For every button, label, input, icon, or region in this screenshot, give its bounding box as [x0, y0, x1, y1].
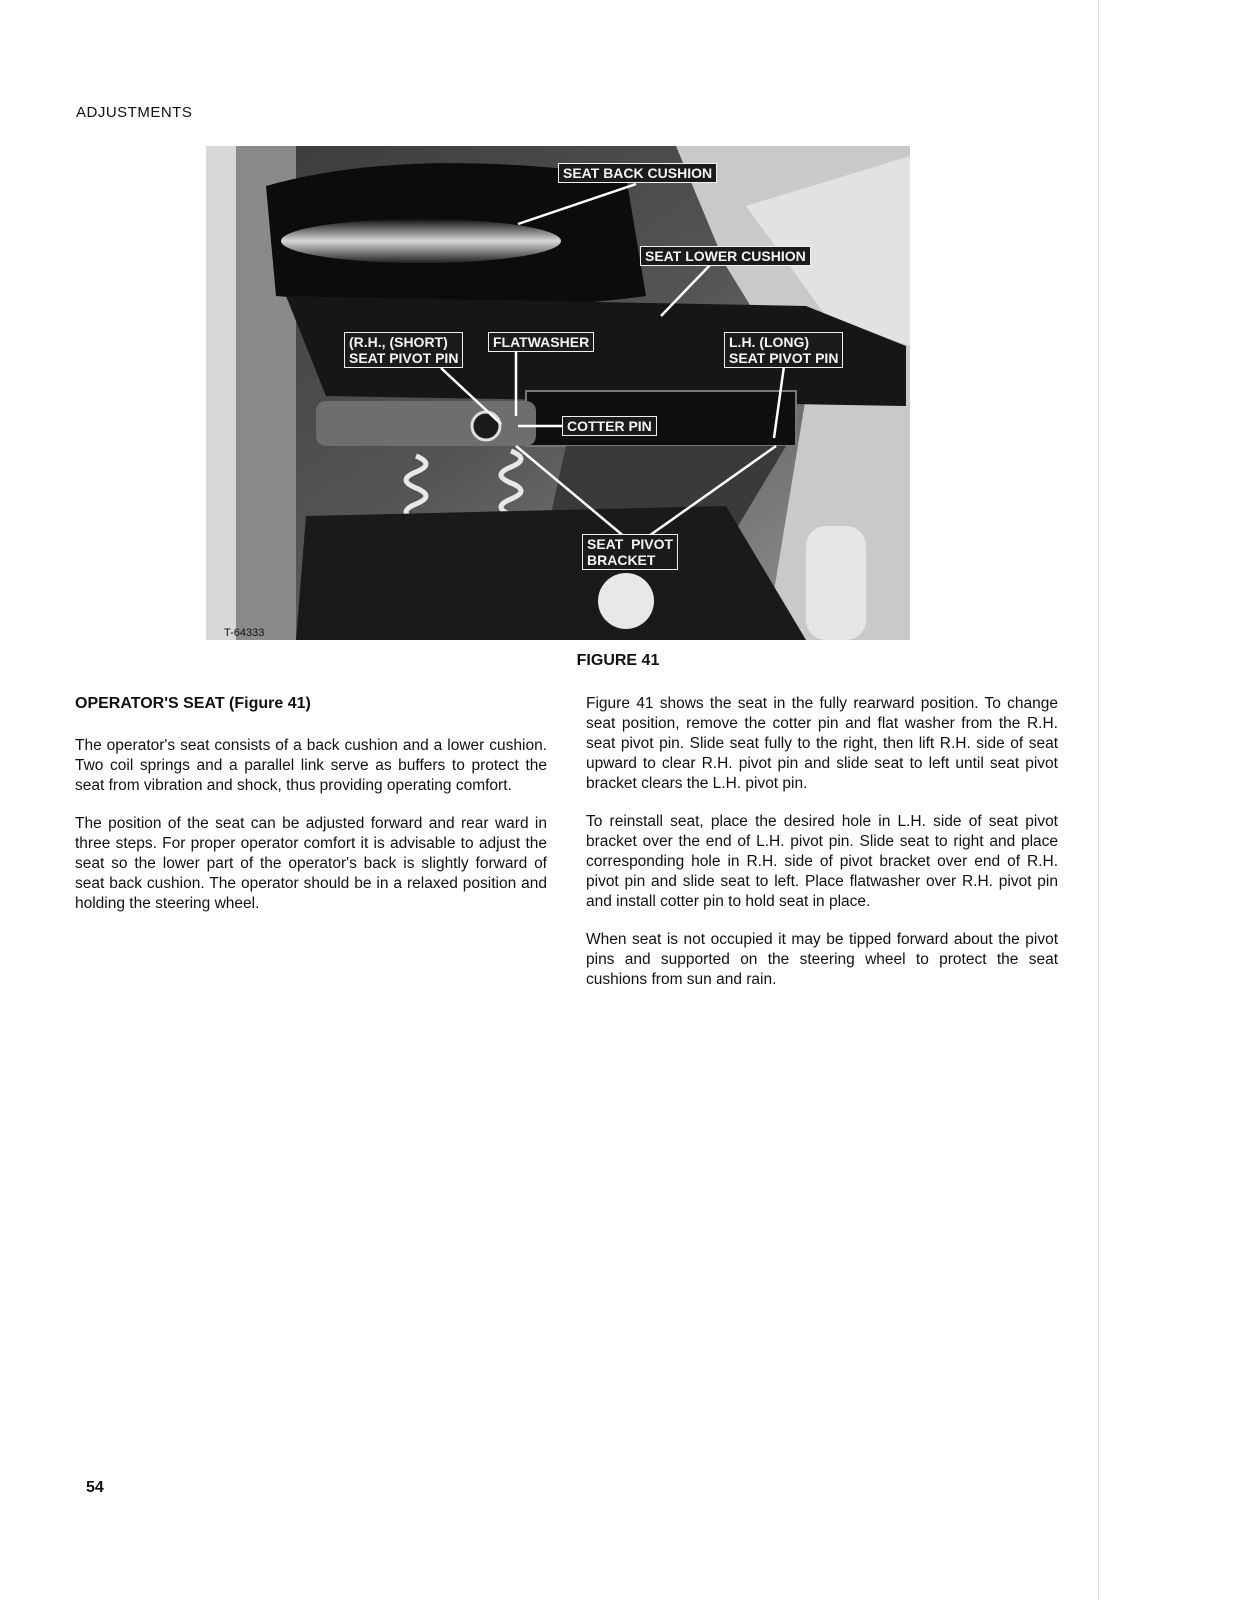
callout-lh-long-seat-pivot-pin	[724, 332, 843, 368]
callout-seat-lower-cushion: SEAT LOWER CUSHION	[640, 246, 811, 266]
figure-41-photo	[206, 146, 910, 640]
photo-code: T-64333	[224, 627, 265, 639]
left-paragraph-2: The position of the seat can be adjusted forward and rear ward in three steps. For proper operator comfort it is advisable to adjust the seat so the lower part of the operator's back is slightly forward of seat back cushion. The operator should be in a relaxed position and holding the steering wheel.	[75, 815, 547, 912]
callout-lh-line1: L.H. (LONG)	[729, 334, 810, 350]
right-paragraph-1: Figure 41 shows the seat in the fully rearward position. To change seat position, remove the cotter pin and flat washer from the R.H. seat pivot pin. Slide seat fully to the right, then lift R.H. side of seat upward to clear R.H. pivot pin and slide seat to left until seat pivot bracket clears the L.H. pivot pin.	[586, 695, 1058, 792]
callout-rh-line1: (R.H., (SHORT)	[349, 334, 448, 350]
callout-rh-short-seat-pivot-pin	[344, 332, 463, 368]
callout-bracket-line2: BRACKET	[587, 552, 656, 568]
left-paragraph-1: The operator's seat consists of a back cushion and a lower cushion. Two coil springs and a parallel link serve as buffers to protect the seat from vibration and shock, thus providing operating comfort.	[75, 737, 547, 794]
figure-caption: FIGURE 41	[576, 652, 660, 669]
callout-seat-back-cushion: SEAT BACK CUSHION	[558, 163, 717, 183]
callout-bracket-line1: SEAT PIVOT	[587, 536, 674, 552]
section-heading: OPERATOR'S SEAT (Figure 41)	[75, 695, 311, 712]
right-paragraph-2: To reinstall seat, place the desired hole in L.H. side of seat pivot bracket over the end of L.H. pivot pin. Slide seat to right and place corresponding hole in R.H. side of pivot bracket over end of R.H. pivot pin and slide seat to left. Place flatwasher over R.H. pivot pin and install cotter pin to hold seat in place.	[586, 813, 1058, 910]
seat-photo-drawing	[206, 146, 910, 640]
section-header: ADJUSTMENTS	[76, 104, 193, 121]
callout-lh-line2: SEAT PIVOT PIN	[729, 350, 839, 366]
page-edge-line	[1098, 0, 1099, 1600]
right-column	[586, 694, 1058, 1008]
callout-cotter-pin: COTTER PIN	[562, 416, 657, 436]
right-paragraph-3: When seat is not occupied it may be tipped forward about the pivot pins and supported on the steering wheel to protect the seat cushions from sun and rain.	[586, 931, 1058, 988]
left-column	[75, 694, 547, 932]
page-number: 54	[86, 1479, 104, 1496]
callout-flatwasher: FLATWASHER	[488, 332, 594, 352]
callout-seat-pivot-bracket	[582, 534, 678, 570]
callout-rh-line2: SEAT PIVOT PIN	[349, 350, 459, 366]
